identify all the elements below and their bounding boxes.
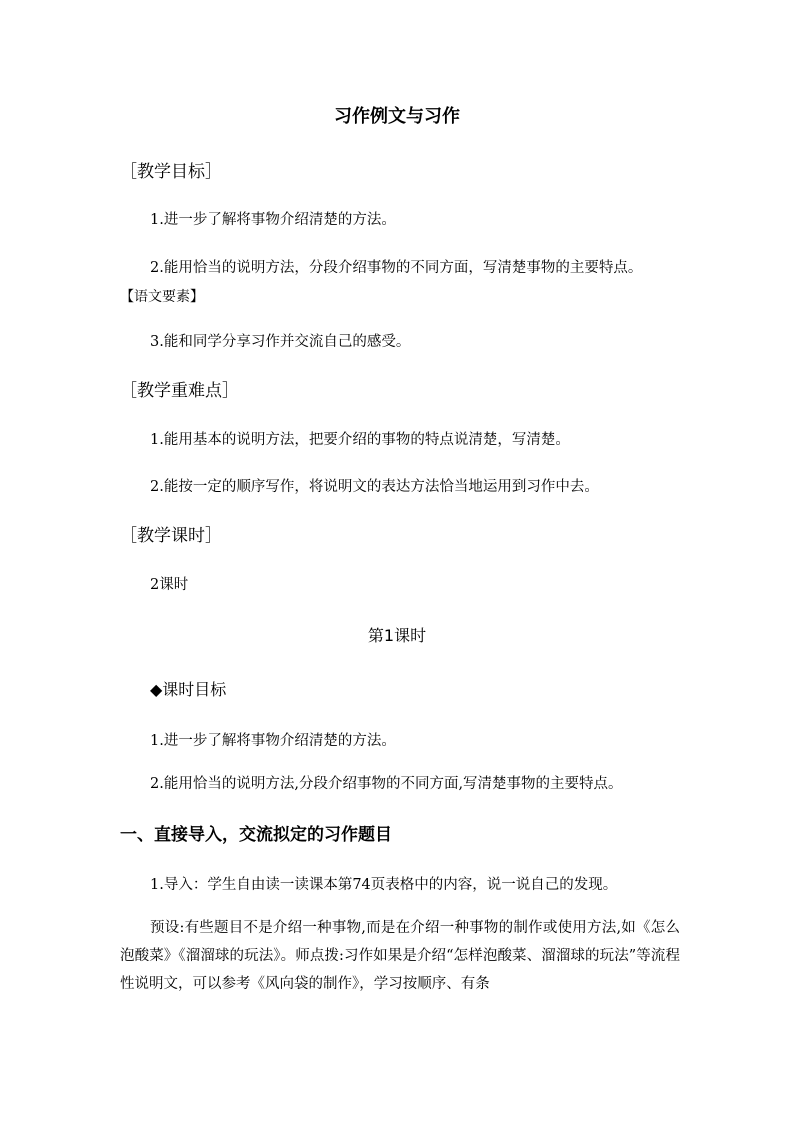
lesson-goal-item-1: 1.进一步了解将事物介绍清楚的方法。 [150, 733, 396, 749]
lesson-goals-subheading: ◆课时目标 [150, 680, 227, 699]
hours-value: 2课时 [150, 577, 189, 593]
lesson-goal-item-2: 2.能用恰当的说明方法,分段介绍事物的不同方面,写清楚事物的主要特点。 [150, 776, 623, 792]
goal-item-2: 2.能用恰当的说明方法，分段介绍事物的不同方面，写清楚事物的主要特点。 [150, 260, 643, 276]
lesson1-heading: 第1课时 [367, 626, 427, 645]
goal-item-3: 3.能和同学分享习作并交流自己的感受。 [150, 334, 411, 350]
section1-paragraph: 预设:有些题目不是介绍一种事物,而是在介绍一种事物的制作或使用方法,如《怎么泡酸菜》《溜溜球的玩法》。师点拨:习作如果是介绍“怎样泡酸菜、溜溜球的玩法”等流程性说明文，可以参考《风向袋的制作》，学习按顺序、有条 [120, 920, 680, 992]
document-title: 习作例文与习作 [334, 106, 460, 127]
key-points-heading: ［教学重难点］ [120, 381, 239, 401]
section1-heading: 一、直接导入，交流拟定的习作题目 [120, 825, 392, 845]
section1-item-1: 1.导入：学生自由读一读课本第74页表格中的内容，说一说自己的发现。 [150, 877, 618, 893]
goal-item-1: 1.进一步了解将事物介绍清楚的方法。 [150, 212, 396, 228]
hours-heading: ［教学课时］ [120, 526, 222, 546]
key-point-item-2: 2.能按一定的顺序写作，将说明文的表达方法恰当地运用到习作中去。 [150, 479, 599, 495]
key-point-item-1: 1.能用基本的说明方法，把要介绍的事物的特点说清楚，写清楚。 [150, 432, 570, 448]
language-element-tag: 【语文要素】 [120, 289, 204, 305]
goals-heading: ［教学目标］ [120, 162, 222, 182]
